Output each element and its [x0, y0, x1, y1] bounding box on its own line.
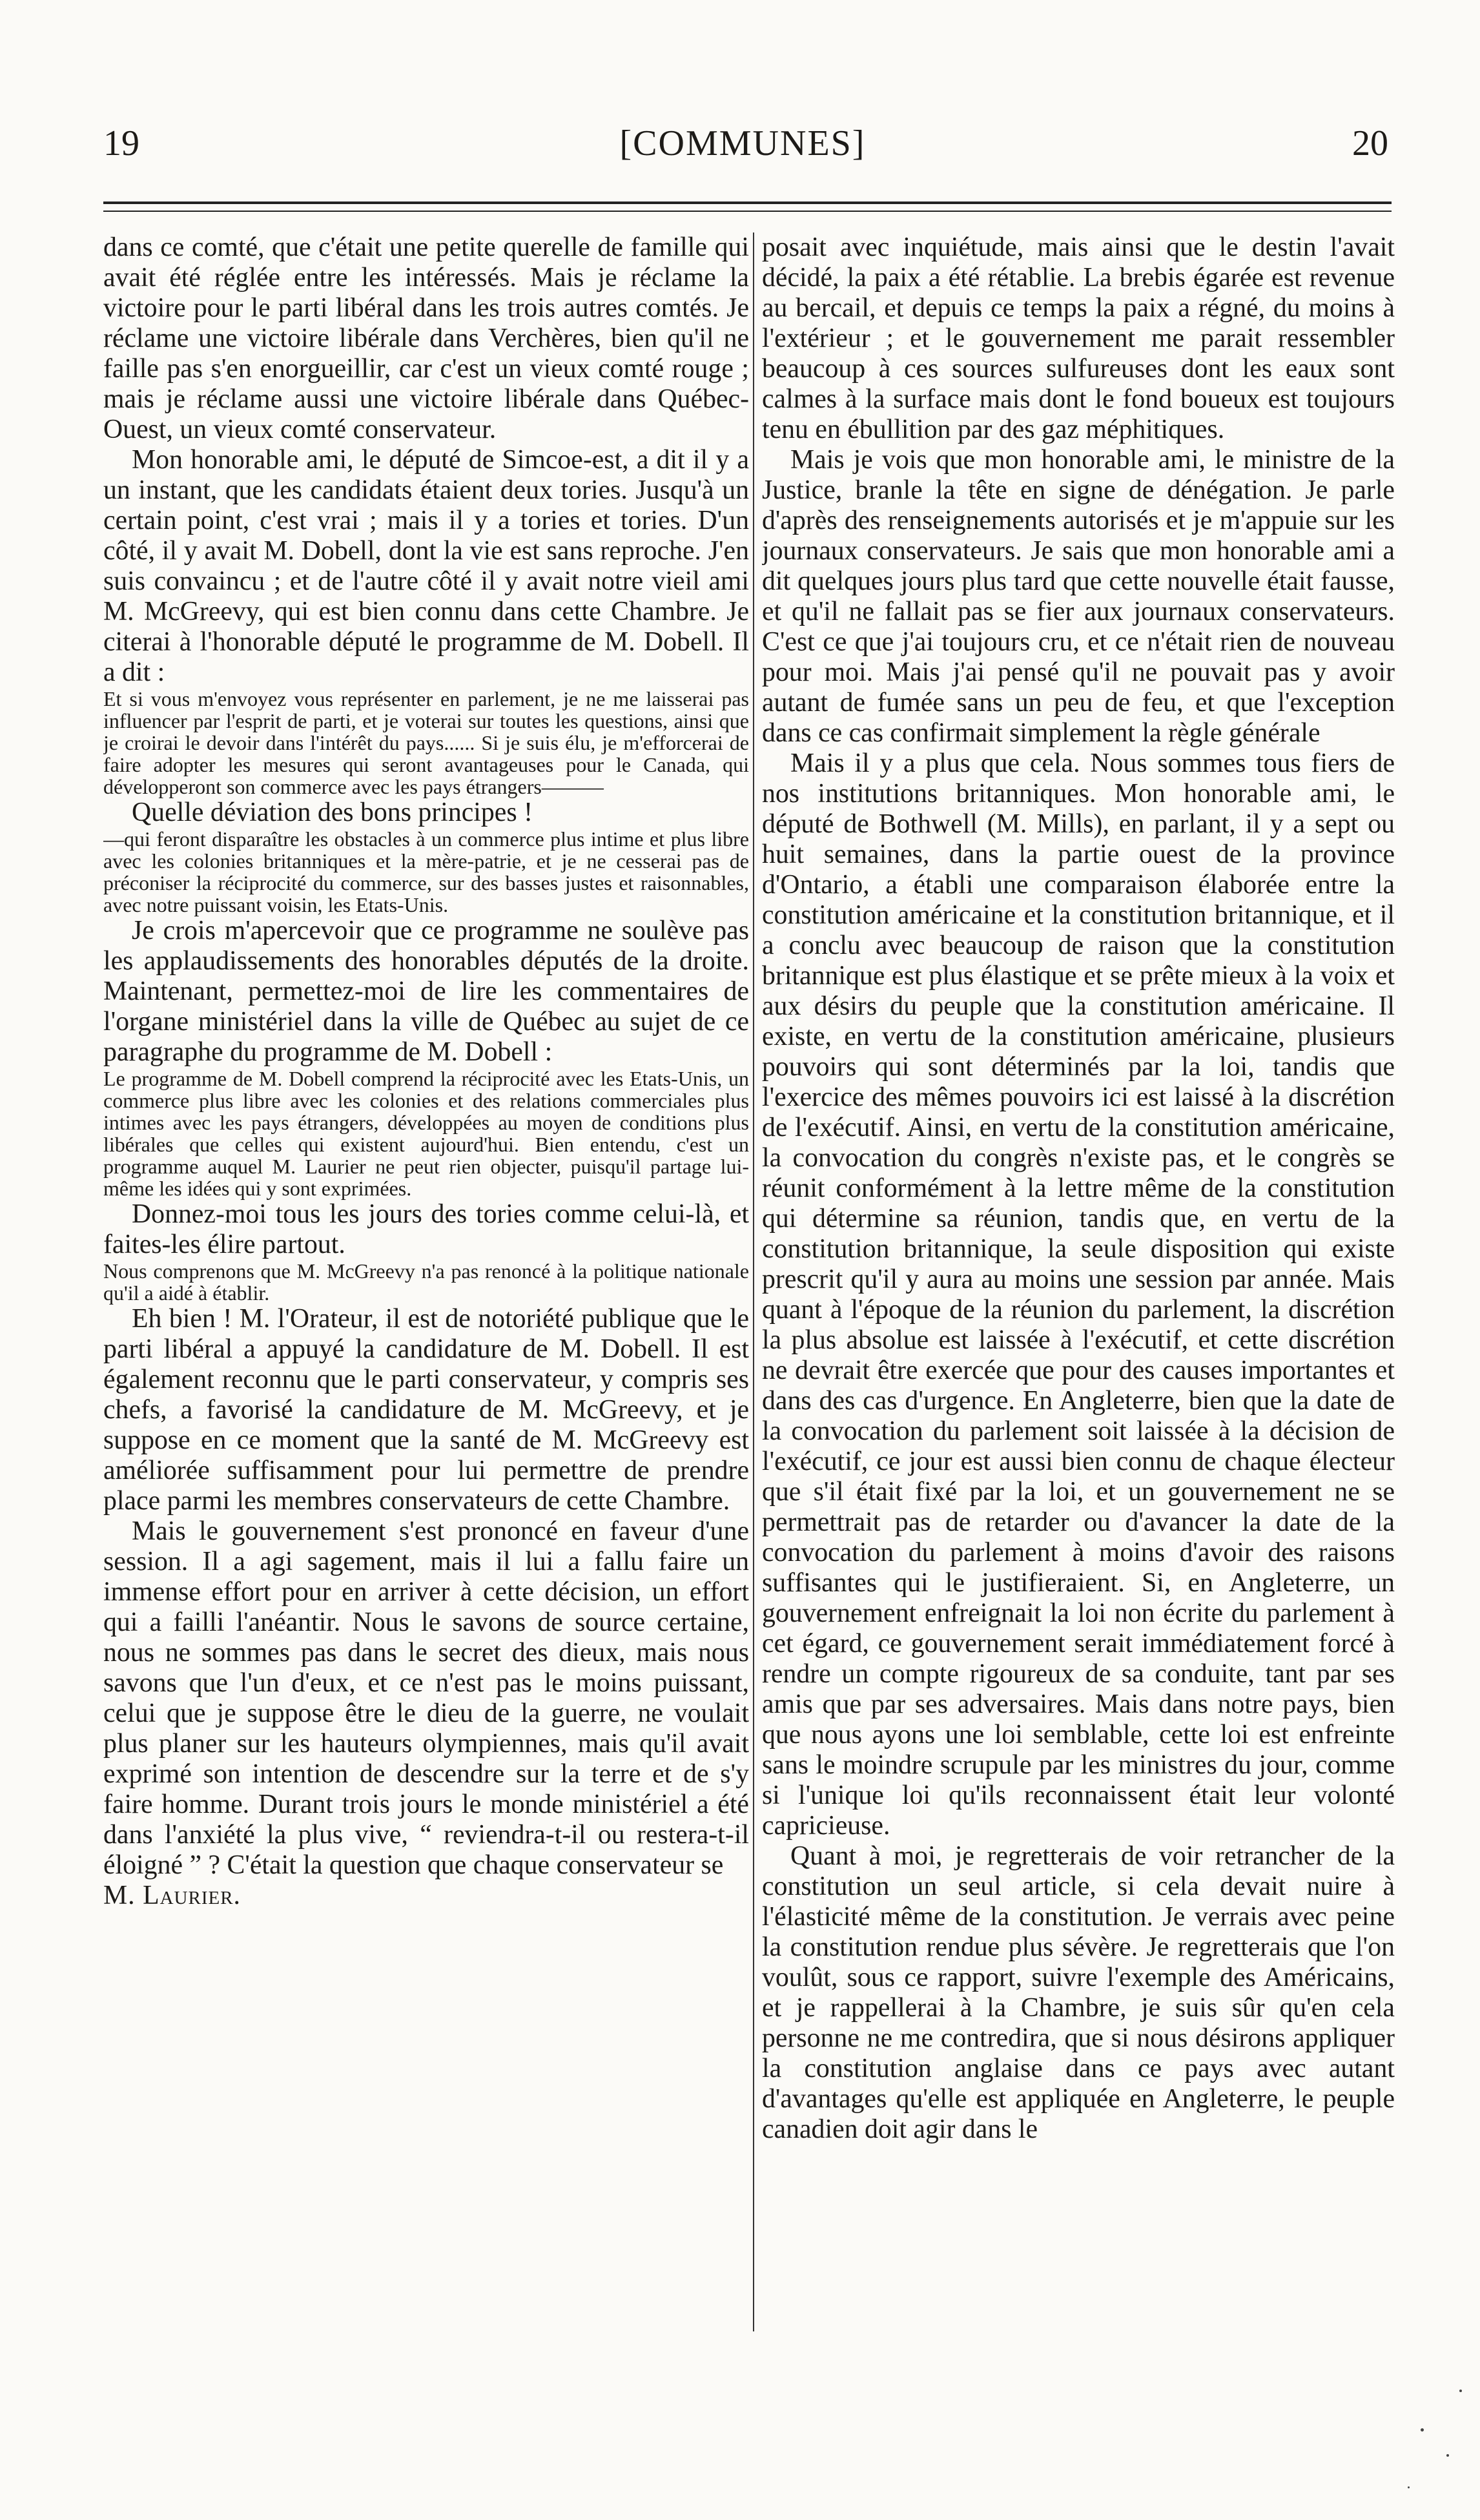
quote-dobell-program-continued: —qui feront disparaître les obstacles à un commerce plus intime et plus libre avec les colonies britanniques et la mère-patrie, et je ne cesserai pas de préconiser la réciprocité du commerce, sur des basses justes et raisonnables, avec notre puissant voisin, les Etats-Unis.	[103, 827, 749, 916]
quote-ministerial-organ: Le programme de M. Dobell comprend la réciprocité avec les Etats-Unis, un commerce plus libre avec les colonies et des relations commerciales plus intimes avec les pays étrangers, développées au moyen de conditions plus libérales que celles qui existent aujourd'hui. Bien entendu, c'est un programme auquel M. Laurier ne peut rien objecter, puisqu'il partage lui-même les idées qui y sont exprimées.	[103, 1067, 749, 1200]
header-rule-thick	[103, 201, 1392, 204]
page-header	[97, 123, 1388, 174]
right-paragraph-1: posait avec inquiétude, mais ainsi que le destin l'avait décidé, la paix a été rétablie. La brebis égarée est revenue au bercail, et depuis ce temps la paix a régné, du moins à l'extérieur ; et le gouvernement me parait ressembler beaucoup à ces sources sulfureuses dont les eaux sont calmes à la surface mais dont le fond boueux est toujours tenu en ébullition par des gaz méphitiques.	[762, 232, 1395, 444]
left-paragraph-4: Je crois m'apercevoir que ce programme ne soulève pas les applaudissements des honorables députés de la droite. Maintenant, permettez-moi de lire les commentaires de l'organe ministériel dans la ville de Québec au sujet de ce paragraphe du programme de M. Dobell :	[103, 916, 749, 1067]
page-number-left: 19	[103, 123, 139, 163]
right-paragraph-2: Mais je vois que mon honorable ami, le ministre de la Justice, branle la tête en signe de dénégation. Je parle d'après des renseignements autorisés et je m'appuie sur les journaux conservateurs. Je sais que mon honorable ami a dit quelques jours plus tard que cette nouvelle était fausse, et qu'il ne fallait pas se fier aux journaux conservateurs. C'est ce que j'ai toujours cru, et ce n'était rien de nouveau pour moi. Mais j'ai pensé qu'il ne pouvait pas y avoir autant de fumée sans un peu de feu, et que l'exception dans ce cas confirmait simplement la règle générale	[762, 445, 1395, 748]
quote-dobell-program: Et si vous m'envoyez vous représenter en parlement, je ne me laisserai pas influencer par l'esprit de parti, et je voterai sur toutes les questions, ainsi que je croirai le devoir dans l'intérêt du pays...... Si je suis élu, je m'efforcerai de faire adopter les mesures qui seront avantageuses pour le Canada, qui développeront son commerce avec les pays étrangers———	[103, 687, 749, 798]
scan-speck	[1446, 2454, 1449, 2457]
right-paragraph-3: Mais il y a plus que cela. Nous sommes tous fiers de nos institutions britanniques. Mon honorable ami, le député de Bothwell (M. Mills), en parlant, il y a sept ou huit semaines, dans la partie ouest de la province d'Ontario, a établi une comparaison élaborée entre la constitution américaine et la constitution britannique, et il a conclu avec beaucoup de raison que la constitution britannique est plus élastique et se prête mieux à la voix et aux désirs du peuple que la constitution américaine. Il existe, en vertu de la constitution américaine, plusieurs pouvoirs qui sont déterminés par la loi, tandis que l'exercice des mêmes pouvoirs ici est laissé à la discrétion de l'exécutif. Ainsi, en vertu de la constitution américaine, la convocation du congrès n'existe pas, et le congrès se réunit conformément à la lettre même de la constitution qui détermine sa réunion, tandis que, en vertu de la constitution britannique, la seule disposition qui existe prescrit qu'il y aura au moins une session par année. Mais quant à l'époque de la réunion du parlement, la discrétion la plus absolue est laissée à l'exécutif, et cette discrétion ne devrait être exercée que pour des causes importantes et dans des cas d'urgence. En Angleterre, bien que la date de la convocation du parlement soit laissée à la décision de l'exécutif, ce jour est aussi bien connu de chaque électeur que s'il était fixé par la loi, et un gouvernement ne se permettrait pas de retarder ou d'avancer la date de la convocation du parlement à moins d'avoir des raisons suffisantes qui le justifieraient. Si, en Angleterre, un gouvernement enfreignait la loi non écrite du parlement à cet égard, ce gouvernement serait immédiatement forcé à rendre un compte rigoureux de sa conduite, tant par ses amis que par ses adversaires. Mais dans notre pays, bien que nous ayons une loi semblable, cette loi est enfreinte sans le moindre scrupule par les ministres du jour, comme si l'unique loi qu'ils reconnaissent était leur volonté capricieuse.	[762, 749, 1395, 1841]
right-column	[762, 232, 1395, 2325]
scan-speck	[1421, 2428, 1424, 2432]
quote-mcgreevy: Nous comprenons que M. McGreevy n'a pas renoncé à la politique nationale qu'il a aidé à établir.	[103, 1259, 749, 1305]
left-column	[103, 232, 749, 2325]
scan-speck	[1459, 2390, 1462, 2392]
left-paragraph-7: Mais le gouvernement s'est prononcé en faveur d'une session. Il a agi sagement, mais il lui a fallu faire un immense effort pour en arriver à cette décision, un effort qui a failli l'anéantir. Nous le savons de source certaine, nous ne sommes pas dans le secret des dieux, mais nous savons que l'un d'eux, et ce n'est pas le moins puissant, celui que je suppose être le dieu de la guerre, ne voulait plus planer sur les hauteurs olympiennes, mais qu'il avait exprimé son intention de descendre sur la terre et de s'y faire homme. Durant trois jours le monde ministériel a été dans l'anxiété la plus vive, “ reviendra-t-il ou restera-t-il éloigné ” ? C'était la question que chaque conservateur se	[103, 1516, 749, 1880]
right-paragraph-4: Quant à moi, je regretterais de voir retrancher de la constitution un seul article, si cela devait nuire à l'élasticité même de la constitution. Je verrais avec peine la constitution rendue plus sévère. Je regretterais que l'on voulût, sous ce rapport, suivre l'exemple des Américains, et je rappellerai à la Chambre, je suis sûr qu'en cela personne ne me contredira, que si nous désirons appliquer la constitution anglaise dans ce pays avec autant d'avantages qu'elle est appliquée en Angleterre, le peuple canadien doit agir dans le	[762, 1841, 1395, 2144]
page-number-right: 20	[1352, 123, 1388, 163]
left-paragraph-2: Mon honorable ami, le député de Simcoe-est, a dit il y a un instant, que les candidats étaient deux tories. Jusqu'à un certain point, c'est vrai ; mais il y a tories et tories. D'un côté, il y avait M. Dobell, dont la vie est sans reproche. J'en suis convaincu ; et de l'autre côté il y avait notre vieil ami M. McGreevy, qui est bien connu dans cette Chambre. Je citerai à l'honorable député le programme de M. Dobell. Il a dit :	[103, 445, 749, 687]
column-divider	[753, 232, 754, 2331]
left-paragraph-1: dans ce comté, que c'était une petite querelle de famille qui avait été réglée entre les intéressés. Mais je réclame la victoire pour le parti libéral dans les trois autres comtés. Je réclame une victoire libérale dans Verchères, bien qu'il ne faille pas s'en enorgueillir, car c'est un vieux comté rouge ; mais je réclame aussi une victoire libérale dans Québec-Ouest, un vieux comté conservateur.	[103, 232, 749, 444]
header-rule-thin	[103, 211, 1392, 212]
left-paragraph-6: Eh bien ! M. l'Orateur, il est de notoriété publique que le parti libéral a appuyé la candidature de M. Dobell. Il est également reconnu que le parti conservateur, y compris ses chefs, a favorisé la candidature de M. McGreevy, et je suppose en ce moment que la santé de M. McGreevy est améliorée suffisamment pour lui permettre de prendre place parmi les membres conservateurs de cette Chambre.	[103, 1304, 749, 1516]
left-paragraph-5: Donnez-moi tous les jours des tories comme celui-là, et faites-les élire partout.	[103, 1199, 749, 1259]
running-title: [COMMUNES]	[619, 123, 866, 163]
speaker-signature: M. Laurier.	[103, 1881, 241, 1910]
scan-speck	[1408, 2486, 1410, 2488]
left-paragraph-3: Quelle déviation des bons principes !	[132, 798, 533, 827]
